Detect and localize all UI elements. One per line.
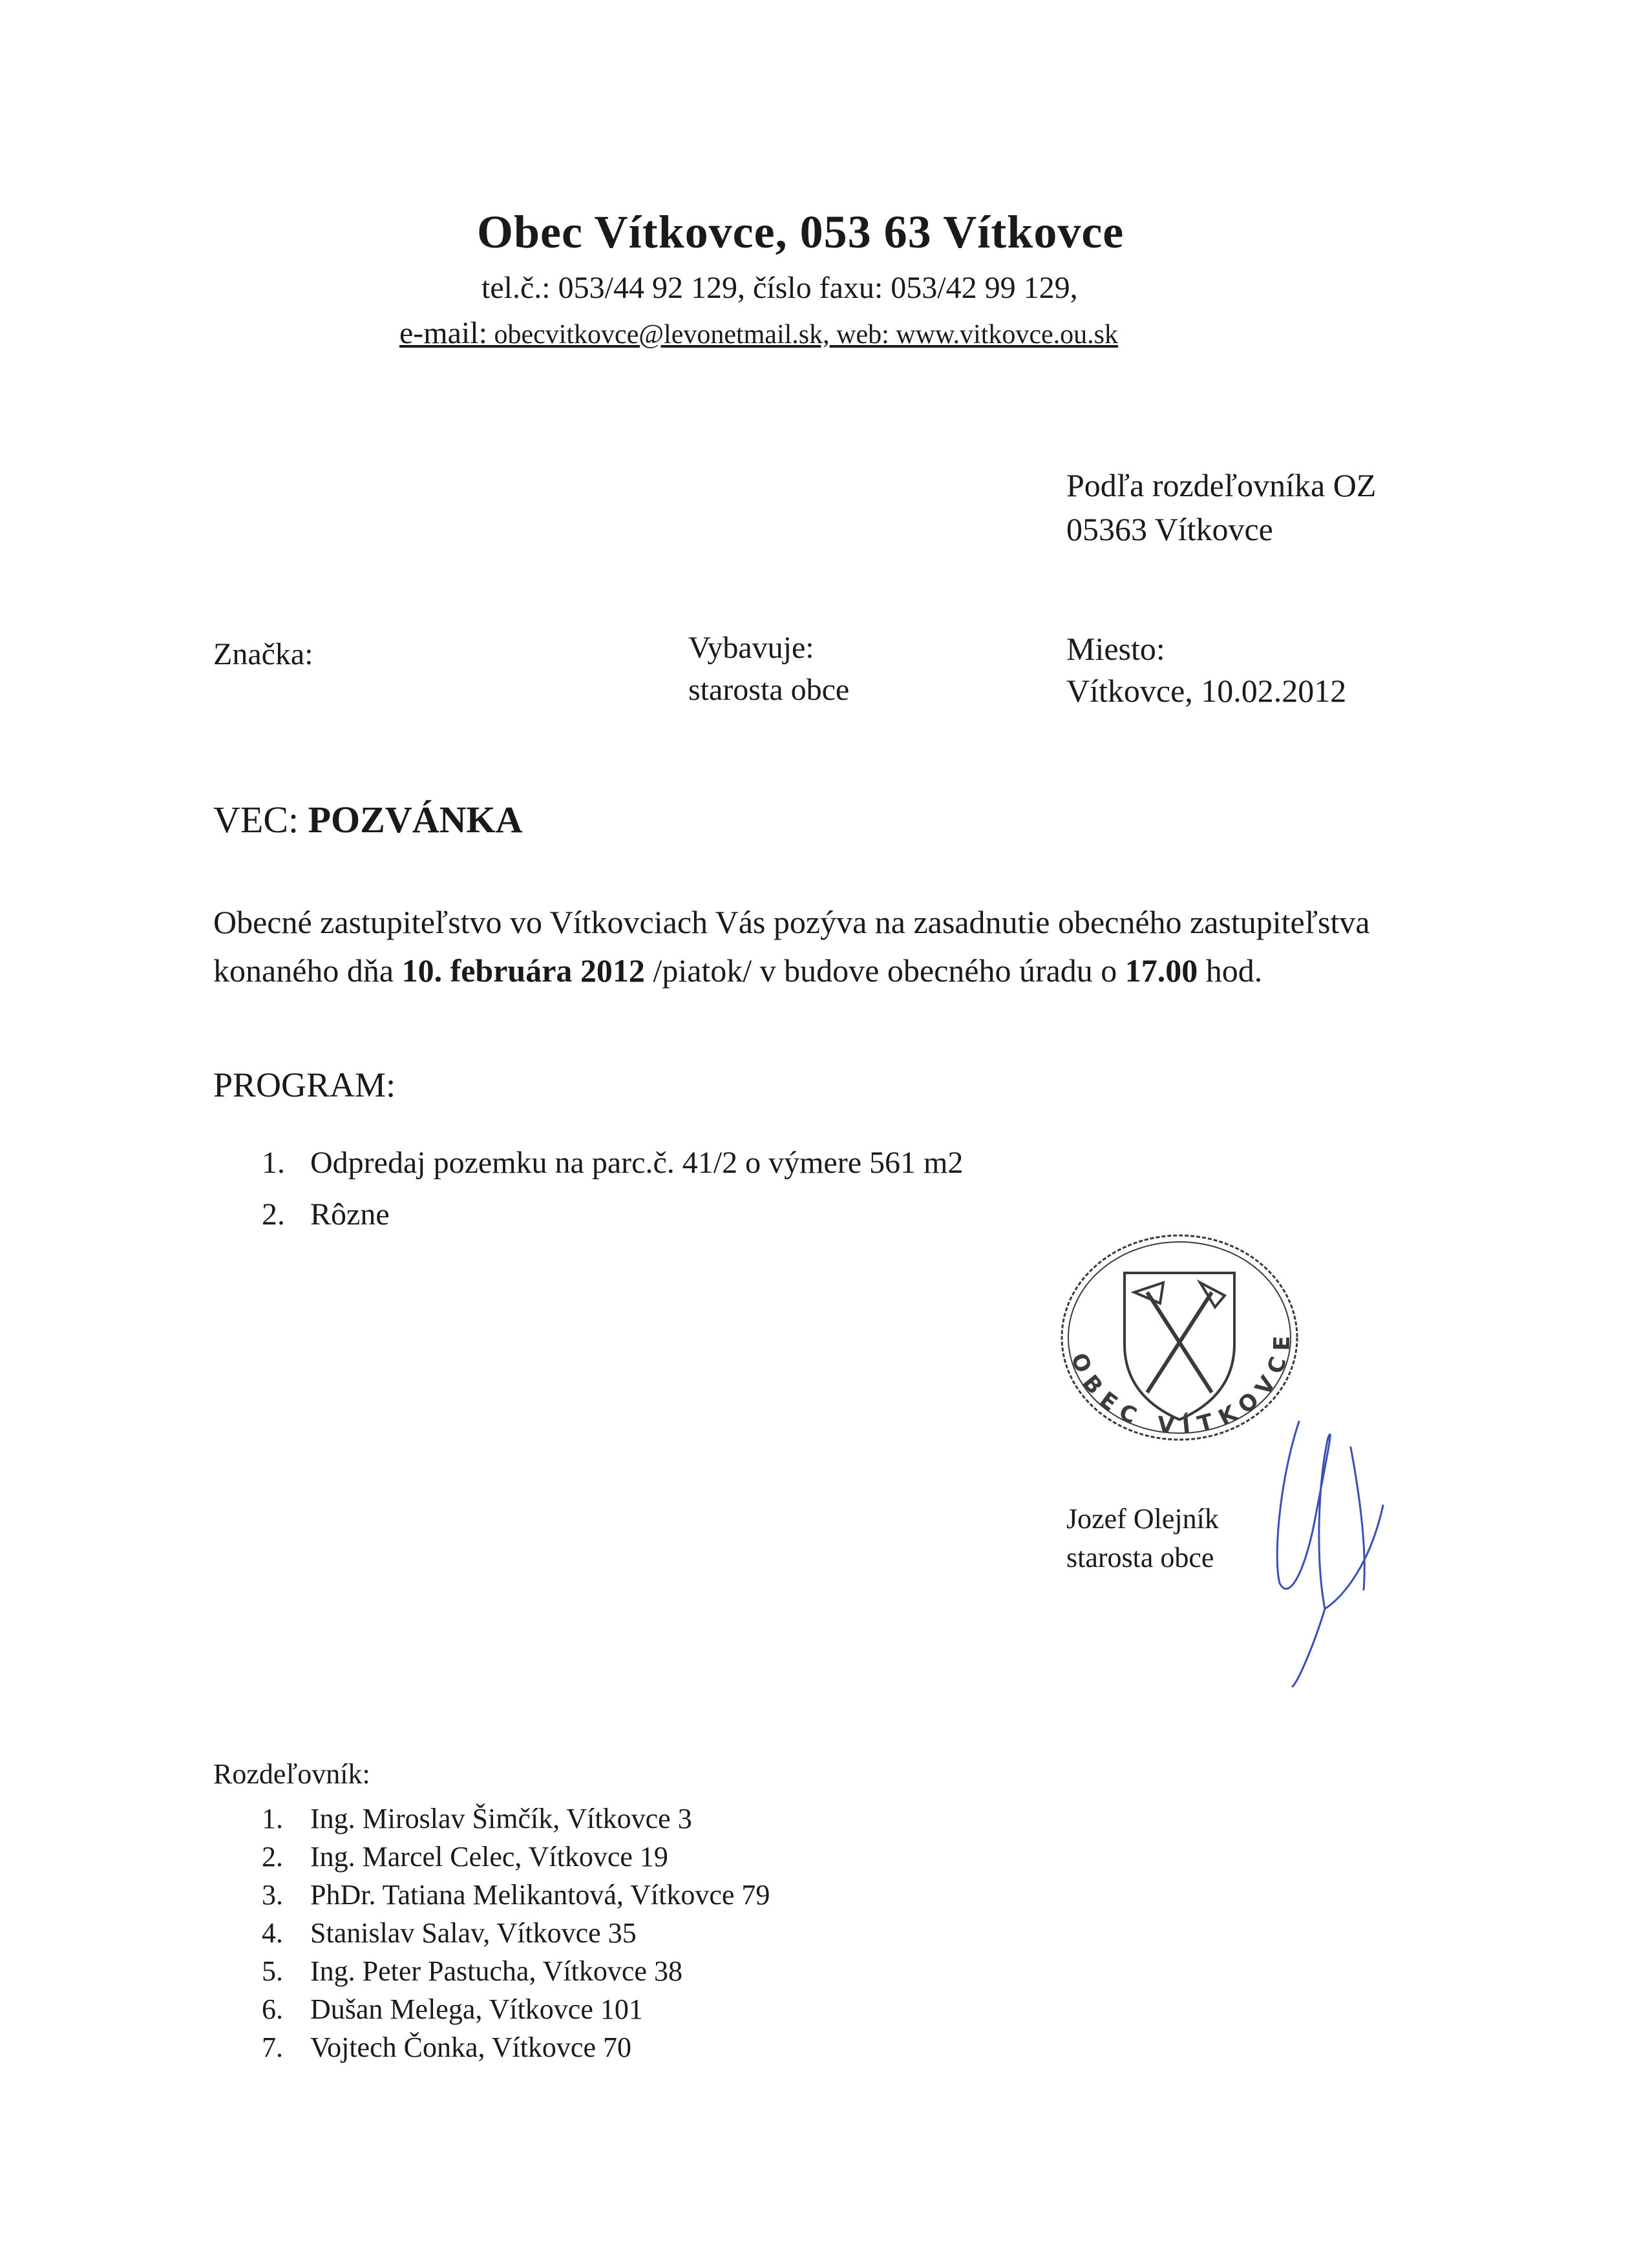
place-label: Miesto: bbox=[1066, 631, 1165, 667]
subject-label: VEC: bbox=[213, 799, 308, 841]
distribution-item bbox=[262, 1952, 770, 1990]
subject-line bbox=[213, 798, 523, 841]
meeting-date: 10. februára 2012 bbox=[401, 952, 645, 989]
item-text: Dušan Melega, Vítkovce 101 bbox=[310, 1993, 643, 2025]
contact-phone-fax: tel.č.: 053/44 92 129, číslo faxu: 053/42 99 129, bbox=[481, 271, 1078, 305]
signatory-role: starosta obce bbox=[1066, 1542, 1214, 1573]
signatory-name: Jozef Olejník bbox=[1066, 1503, 1219, 1535]
item-text: Rôzne bbox=[310, 1197, 390, 1232]
distribution-item bbox=[262, 1876, 770, 1914]
program-title: PROGRAM: bbox=[213, 1066, 396, 1104]
signature bbox=[1254, 1409, 1402, 1693]
recipient-line-2: 05363 Vítkovce bbox=[1066, 511, 1273, 547]
paragraph-line-2 bbox=[213, 947, 1370, 995]
item-number: 7. bbox=[262, 2032, 283, 2063]
item-number: 1. bbox=[262, 1803, 283, 1834]
place-date-value: Vítkovce, 10.02.2012 bbox=[1066, 673, 1347, 709]
item-number: 4. bbox=[262, 1917, 283, 1949]
invitation-paragraph bbox=[213, 898, 1370, 995]
program-item bbox=[262, 1189, 963, 1241]
item-text: Ing. Marcel Celec, Vítkovce 19 bbox=[310, 1841, 668, 1873]
item-text: PhDr. Tatiana Melikantová, Vítkovce 79 bbox=[310, 1879, 770, 1911]
distribution-item bbox=[262, 1990, 770, 2028]
item-number: 3. bbox=[262, 1879, 283, 1911]
item-text: Odpredaj pozemku na parc.č. 41/2 o výmere 561 m2 bbox=[310, 1146, 964, 1180]
item-text: Ing. Peter Pastucha, Vítkovce 38 bbox=[310, 1955, 682, 1987]
paragraph-text-b: /piatok/ v budove obecného úradu o bbox=[644, 952, 1125, 989]
paragraph-line-1: Obecné zastupiteľstvo vo Vítkovciach Vás pozýva na zasadnutie obecného zastupiteľstva bbox=[213, 904, 1370, 940]
distribution-item bbox=[262, 1838, 770, 1876]
stamp-text: OBEC VÍTKOVCE bbox=[1065, 1326, 1296, 1440]
item-number: 2. bbox=[262, 1197, 285, 1232]
program-list bbox=[262, 1137, 963, 1241]
distribution-item bbox=[262, 1914, 770, 1952]
program-item bbox=[262, 1137, 963, 1189]
mark-label: Značka: bbox=[213, 637, 313, 671]
distribution-item bbox=[262, 2028, 770, 2066]
paragraph-text-a: konaného dňa bbox=[213, 952, 402, 989]
item-number: 5. bbox=[262, 1955, 283, 1987]
email-label: e-mail: bbox=[399, 316, 487, 350]
item-number: 6. bbox=[262, 1993, 283, 2025]
meeting-time: 17.00 bbox=[1125, 952, 1198, 989]
municipality-title: Obec Vítkovce, 053 63 Vítkovce bbox=[477, 206, 1125, 258]
handled-by-label: Vybavuje: bbox=[688, 631, 814, 665]
distribution-item bbox=[262, 1800, 770, 1838]
contact-email-web bbox=[399, 315, 1118, 351]
item-text: Ing. Miroslav Šimčík, Vítkovce 3 bbox=[310, 1803, 692, 1834]
item-text: Stanislav Salav, Vítkovce 35 bbox=[310, 1917, 637, 1949]
subject-value: POZVÁNKA bbox=[308, 799, 523, 841]
email-web-links: obecvitkovce@levonetmail.sk, web: www.vitkovce.ou.sk bbox=[487, 320, 1119, 350]
item-number: 2. bbox=[262, 1841, 283, 1873]
paragraph-text-c: hod. bbox=[1198, 952, 1263, 989]
item-text: Vojtech Čonka, Vítkovce 70 bbox=[310, 2032, 631, 2063]
distribution-list bbox=[262, 1800, 770, 2066]
distribution-title: Rozdeľovník: bbox=[213, 1758, 370, 1790]
item-number: 1. bbox=[262, 1146, 285, 1180]
handled-by-value: starosta obce bbox=[688, 673, 850, 707]
recipient-line-1: Podľa rozdeľovníka OZ bbox=[1066, 467, 1377, 503]
